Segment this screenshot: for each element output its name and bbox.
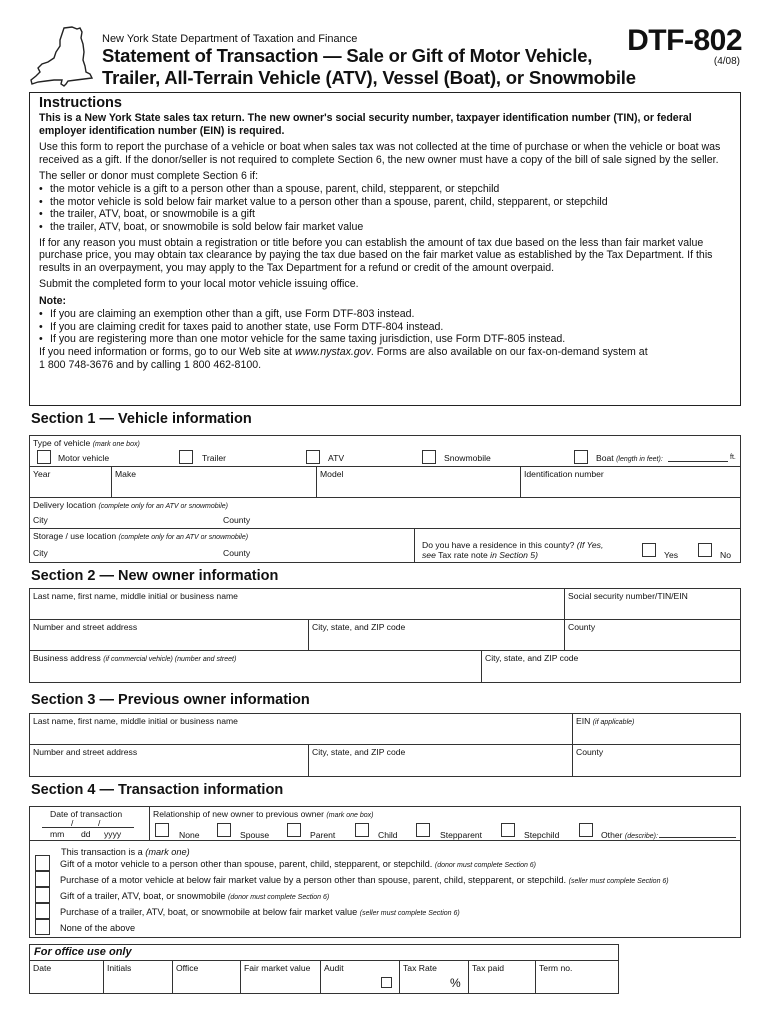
form-number: DTF-802	[627, 24, 742, 57]
section-2-heading: Section 2 — New owner information	[31, 568, 279, 584]
previous-owner-county-field[interactable]	[573, 745, 740, 776]
residence-question-text-1: Do you have a residence in this county?	[422, 540, 577, 550]
boat-length-field[interactable]	[668, 461, 728, 462]
section-1-heading: Section 1 — Vehicle information	[31, 411, 252, 427]
relationship-spouse-label: Spouse	[240, 830, 270, 840]
relationship-other-label	[601, 830, 658, 840]
office-office-field	[173, 961, 241, 993]
new-owner-ssn-label: Social security number/TIN/EIN	[568, 591, 688, 601]
previous-owner-street-label: Number and street address	[33, 747, 138, 757]
checkbox-transaction-1[interactable]	[35, 855, 50, 871]
section-2-grid	[29, 588, 741, 683]
year-field[interactable]	[30, 467, 112, 498]
phone-info: 1 800 748-3676 and by calling 1 800 462-8100.	[39, 358, 262, 371]
form-title	[102, 45, 636, 89]
office-initials-label: Initials	[107, 963, 132, 973]
transaction-option-note: (seller must complete Section 6)	[568, 878, 669, 885]
web-url-link[interactable]: www.nystax.gov	[294, 346, 371, 359]
office-use-heading: For office use only	[30, 945, 618, 961]
transaction-option-note: (donor must complete Section 6)	[434, 862, 537, 869]
section-3-grid	[29, 713, 741, 777]
form-revision: (4/08)	[713, 56, 740, 67]
transaction-label	[61, 847, 190, 857]
transaction-option-text: Purchase of a trailer, ATV, boat, or snowmobile at below fair market value	[60, 907, 360, 917]
motor-vehicle-label: Motor vehicle	[58, 453, 110, 463]
web-info	[39, 346, 731, 358]
new-owner-csz-field[interactable]	[309, 620, 565, 651]
checkbox-transaction-2[interactable]	[35, 871, 50, 887]
notes-list	[39, 308, 731, 345]
previous-owner-name-label: Last name, first name, middle initial or business name	[33, 716, 238, 726]
previous-owner-county-label: County	[576, 747, 604, 757]
note-heading: Note:	[39, 294, 67, 307]
business-address-label	[33, 653, 236, 663]
storage-county-label: County	[223, 548, 251, 558]
residence-question-line-1	[422, 540, 603, 550]
relationship-child-label: Child	[378, 830, 398, 840]
instructions-para-2: If for any reason you must obtain a registration or title before you can establish the amount of tax due based on the less than fair market value purchase price, you may obtain tax clearance by paying the tax due based on the fair market value as established by the Tax Department. If this results in an overpayment, you may apply to the Tax Department for a refund or credit of the amount overpaid.	[39, 237, 713, 274]
checkbox-transaction-5[interactable]	[35, 919, 50, 935]
identification-number-field[interactable]	[521, 467, 740, 498]
business-csz-field[interactable]	[482, 651, 740, 682]
delivery-city-label: City	[33, 515, 48, 525]
title-line-1: Statement of Transaction — Sale or Gift of Motor Vehicle,	[102, 45, 593, 66]
list-item: • the trailer, ATV, boat, or snowmobile is sold below fair market value	[39, 221, 731, 233]
business-address-hint: (if commercial vehicle) (number and street)	[103, 656, 237, 663]
office-fmv-label: Fair market value	[244, 963, 311, 973]
transaction-option-text: Gift of a motor vehicle to a person other than spouse, parent, child, stepparent, or stepchild.	[60, 859, 435, 869]
instructions-para-3: Submit the completed form to your local motor vehicle issuing office.	[39, 278, 359, 291]
list-item: • the motor vehicle is sold below fair market value to a person other than a spouse, parent, child, stepparent, or stepchild	[39, 196, 731, 208]
transaction-option-note: (donor must complete Section 6)	[228, 894, 330, 901]
relationship-other-hint: (describe):	[624, 833, 658, 840]
relationship-label-text: Relationship of new owner to previous owner	[153, 809, 325, 819]
list-item: • If you are registering more than one motor vehicle for the same taxing jurisdiction, use Form DTF-805 instead.	[39, 333, 731, 345]
relationship-parent-label: Parent	[310, 830, 336, 840]
instructions-heading: Instructions	[39, 95, 122, 111]
office-percent-sign: %	[450, 976, 461, 990]
office-tax-rate-label: Tax Rate	[403, 963, 437, 973]
list-item: • the trailer, ATV, boat, or snowmobile is a gift	[39, 208, 731, 220]
previous-owner-ein-label-text: EIN	[576, 716, 591, 726]
checkbox-relationship-stepchild[interactable]	[501, 823, 515, 837]
model-label: Model	[320, 469, 344, 479]
list-item: • If you are claiming credit for taxes paid to another state, use Form DTF-804 instead.	[39, 321, 731, 333]
checkbox-transaction-3[interactable]	[35, 887, 50, 903]
previous-owner-ein-hint: (if applicable)	[592, 719, 635, 726]
date-slash-2: /	[98, 818, 101, 828]
section-4-grid	[29, 806, 741, 938]
checkbox-motor-vehicle[interactable]	[37, 450, 51, 464]
previous-owner-street-field[interactable]	[30, 745, 309, 776]
identification-number-label: Identification number	[524, 469, 604, 479]
office-audit-label: Audit	[324, 963, 344, 973]
relationship-other-field[interactable]	[659, 837, 736, 838]
atv-label: ATV	[328, 453, 345, 463]
delivery-location-field[interactable]	[30, 498, 740, 529]
checkbox-relationship-spouse[interactable]	[217, 823, 231, 837]
storage-location-field[interactable]	[30, 529, 415, 562]
year-label: Year	[33, 469, 51, 479]
delivery-location-hint: (complete only for an ATV or snowmobile)	[98, 503, 229, 510]
new-owner-county-field[interactable]	[565, 620, 740, 651]
transaction-hint: (mark one)	[145, 847, 190, 857]
checkbox-transaction-4[interactable]	[35, 903, 50, 919]
web-info-prefix: If you need information or forms, go to our Web site at	[39, 346, 295, 359]
office-tax-paid-field	[469, 961, 536, 993]
transaction-option-2	[60, 875, 669, 885]
instructions-intro: This is a New York State sales tax return. The new owner's social security number, taxpayer identification number (TIN), or federal employer identification number (EIN) is required.	[39, 112, 692, 137]
agency-name: New York State Department of Taxation and Finance	[102, 33, 358, 45]
transaction-option-5	[60, 923, 135, 933]
vehicle-type-hint: (mark one box)	[92, 441, 140, 448]
transaction-option-text: None of the above	[60, 923, 136, 933]
boat-hint: (length in feet):	[616, 456, 663, 463]
transaction-option-1	[60, 859, 536, 869]
title-line-2: Trailer, All-Terrain Vehicle (ATV), Vessel (Boat), or Snowmobile	[102, 67, 636, 88]
checkbox-relationship-parent[interactable]	[287, 823, 301, 837]
office-date-label: Date	[33, 963, 52, 973]
list-item: • the motor vehicle is a gift to a person other than a spouse, parent, child, stepparent, or stepchild	[39, 183, 731, 195]
transaction-option-note: (seller must complete Section 6)	[359, 910, 460, 917]
delivery-county-label: County	[223, 515, 251, 525]
storage-location-label-text: Storage / use location	[33, 531, 117, 541]
model-field[interactable]	[317, 467, 521, 498]
web-info-suffix: . Forms are also available on our fax-on-demand system at	[370, 346, 648, 359]
make-field[interactable]	[112, 467, 317, 498]
residence-yes-label: Yes	[664, 550, 679, 560]
office-tax-paid-label: Tax paid	[472, 963, 505, 973]
date-of-transaction-field[interactable]	[30, 807, 150, 841]
make-label: Make	[115, 469, 137, 479]
new-owner-ssn-field[interactable]	[565, 589, 740, 620]
previous-owner-name-field[interactable]	[30, 714, 573, 745]
boat-label	[596, 453, 663, 463]
seller-conditions-list	[39, 183, 731, 233]
residence-question-line-2	[422, 550, 538, 560]
section-4-heading: Section 4 — Transaction information	[31, 782, 284, 798]
checkbox-residence-no[interactable]	[698, 543, 712, 557]
section-3-heading: Section 3 — Previous owner information	[31, 692, 310, 708]
new-owner-name-label: Last name, first name, middle initial or business name	[33, 591, 238, 601]
transaction-label-text: This transaction is a	[61, 847, 146, 857]
storage-location-label	[33, 531, 411, 541]
storage-city-label: City	[33, 548, 48, 558]
residence-question-hint-2: see	[422, 550, 436, 560]
residence-no-label: No	[720, 550, 731, 560]
new-owner-county-label: County	[568, 622, 596, 632]
office-initials-field	[104, 961, 173, 993]
checkbox-relationship-child[interactable]	[355, 823, 369, 837]
transaction-option-text: Purchase of a motor vehicle at below fair market value by a person other than spouse, parent, child, stepparent, or stepchild.	[60, 875, 569, 885]
checkbox-relationship-none[interactable]	[155, 823, 169, 837]
relationship-stepchild-label: Stepchild	[524, 830, 560, 840]
ny-state-outline-icon	[28, 24, 94, 90]
checkbox-atv[interactable]	[306, 450, 320, 464]
business-address-label-text: Business address	[33, 653, 101, 663]
previous-owner-ein-label	[576, 716, 634, 726]
relationship-stepparent-label: Stepparent	[440, 830, 483, 840]
transaction-option-text: Gift of a trailer, ATV, boat, or snowmobile	[60, 891, 229, 901]
date-mm-label: mm	[50, 829, 65, 839]
checkbox-snowmobile[interactable]	[422, 450, 436, 464]
vehicle-type-label-text: Type of vehicle	[33, 438, 91, 448]
office-fmv-field	[241, 961, 321, 993]
business-address-field[interactable]	[30, 651, 482, 682]
checkbox-relationship-stepparent[interactable]	[416, 823, 430, 837]
date-entry-line	[42, 827, 134, 828]
transaction-option-3	[60, 891, 329, 901]
office-term-no-field	[536, 961, 618, 993]
new-owner-street-label: Number and street address	[33, 622, 138, 632]
instructions-box	[29, 92, 741, 406]
boat-label-text: Boat	[596, 453, 614, 463]
checkbox-boat[interactable]	[574, 450, 588, 464]
section-1-grid	[29, 435, 741, 563]
relationship-none-label: None	[179, 830, 200, 840]
relationship-hint: (mark one box)	[326, 812, 374, 819]
new-owner-street-field[interactable]	[30, 620, 309, 651]
office-term-no-label: Term no.	[539, 963, 573, 973]
transaction-option-4	[60, 907, 460, 917]
delivery-location-label-text: Delivery location	[33, 500, 97, 510]
checkbox-relationship-other[interactable]	[579, 823, 593, 837]
snowmobile-label: Snowmobile	[444, 453, 491, 463]
boat-unit: ft.	[730, 454, 736, 461]
trailer-label: Trailer	[202, 453, 227, 463]
office-date-field	[30, 961, 104, 993]
business-csz-label: City, state, and ZIP code	[485, 653, 579, 663]
seller-intro: The seller or donor must complete Section 6 if:	[39, 170, 259, 183]
checkbox-trailer[interactable]	[179, 450, 193, 464]
previous-owner-ein-field[interactable]	[573, 714, 740, 745]
list-item: • If you are claiming an exemption other than a gift, use Form DTF-803 instead.	[39, 308, 731, 320]
vehicle-type-label	[33, 438, 140, 448]
date-slash-1: /	[71, 818, 74, 828]
residence-question-hint-3: in Section 5)	[490, 550, 538, 560]
instructions-para-1: Use this form to report the purchase of a vehicle or boat when sales tax was not collected at the time of purchase or when the vehicle or boat was received as a gift. If the donor/seller is not required to complete Section 6, the new owner must have a copy of the bill of sale signed by the seller.	[39, 141, 721, 166]
relationship-label	[153, 809, 737, 819]
date-dd-label: dd	[81, 829, 91, 839]
office-use-box	[29, 944, 619, 994]
date-of-transaction-label: Date of transaction	[50, 809, 123, 819]
storage-location-hint: (complete only for an ATV or snowmobile)	[118, 534, 249, 541]
previous-owner-csz-field[interactable]	[309, 745, 573, 776]
new-owner-csz-label: City, state, and ZIP code	[312, 622, 406, 632]
date-yyyy-label: yyyy	[104, 829, 122, 839]
residence-question-text-2: Tax rate note	[435, 550, 491, 560]
new-owner-name-field[interactable]	[30, 589, 565, 620]
previous-owner-csz-label: City, state, and ZIP code	[312, 747, 406, 757]
relationship-other-label-text: Other	[601, 830, 623, 840]
checkbox-residence-yes[interactable]	[642, 543, 656, 557]
checkbox-office-audit[interactable]	[381, 977, 392, 988]
residence-question-hint-1: (If Yes,	[576, 540, 604, 550]
delivery-location-label	[33, 500, 737, 510]
office-office-label: Office	[176, 963, 199, 973]
